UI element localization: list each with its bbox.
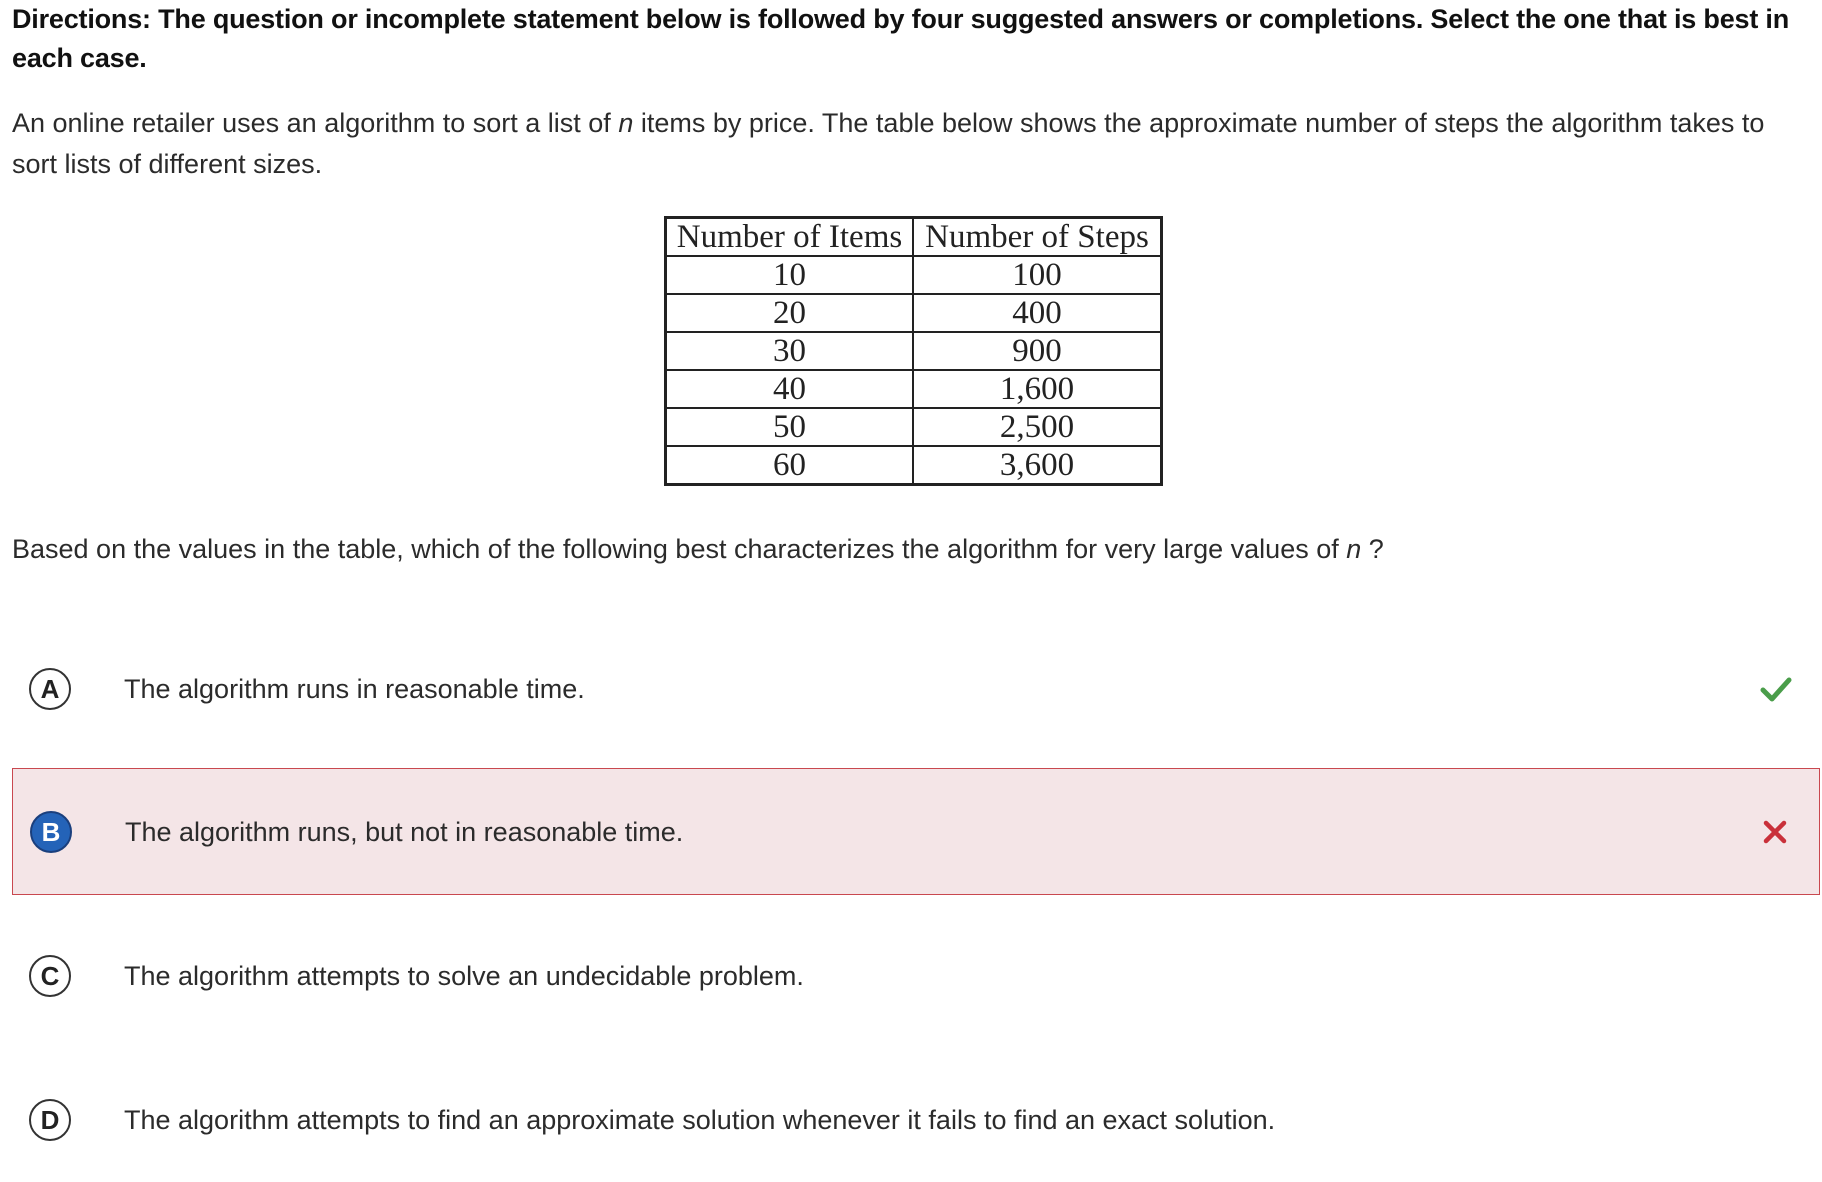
table-cell-items: 60 (666, 446, 914, 485)
table-cell-steps: 3,600 (913, 446, 1162, 485)
table-cell-steps: 2,500 (913, 408, 1162, 446)
stem-before: An online retailer uses an algorithm to sort a list of (12, 108, 619, 138)
checkmark-icon (1758, 671, 1794, 707)
table-cell-items: 50 (666, 408, 914, 446)
question-variable: n (1346, 534, 1362, 564)
table-row (666, 370, 1162, 408)
table-cell-items: 20 (666, 294, 914, 332)
option-letter-a[interactable]: A (29, 668, 71, 710)
table-cell-steps: 1,600 (913, 370, 1162, 408)
question-before: Based on the values in the table, which of the following best characterizes the algorithm for very large values of (12, 534, 1347, 564)
option-text-b[interactable]: The algorithm runs, but not in reasonable time. (125, 816, 684, 847)
table-header-steps: Number of Steps (913, 218, 1162, 257)
table-row (666, 408, 1162, 446)
table-cell-steps: 400 (913, 294, 1162, 332)
question-stem (12, 103, 1812, 185)
option-letter-b[interactable]: B (30, 811, 72, 853)
table-row (666, 256, 1162, 294)
option-text-c[interactable]: The algorithm attempts to solve an undecidable problem. (124, 961, 804, 991)
table-row (666, 332, 1162, 370)
stem-variable: n (618, 108, 634, 138)
directions-text: Directions: The question or incomplete statement below is followed by four suggested answers or completions. Select the one that is best in each case. (12, 4, 1790, 73)
stem-after: items by price. The table below shows the approximate number of steps the algorithm takes to sort lists of different sizes. (12, 108, 1765, 179)
table-cell-items: 30 (666, 332, 914, 370)
table-cell-items: 40 (666, 370, 914, 408)
table-cell-items: 10 (666, 256, 914, 294)
option-text-a[interactable]: The algorithm runs in reasonable time. (124, 674, 585, 704)
steps-table (664, 216, 1163, 486)
table-cell-steps: 900 (913, 332, 1162, 370)
option-text-d[interactable]: The algorithm attempts to find an approximate solution whenever it fails to find an exact solution. (124, 1105, 1276, 1135)
answer-option-a[interactable] (12, 627, 1820, 751)
table-header-row (666, 218, 1162, 257)
table-row (666, 294, 1162, 332)
question-prompt (12, 529, 1812, 569)
table-row (666, 446, 1162, 485)
answer-option-b[interactable] (12, 768, 1820, 895)
table-cell-steps: 100 (913, 256, 1162, 294)
option-letter-c[interactable]: C (29, 955, 71, 997)
option-letter-d[interactable]: D (29, 1099, 71, 1141)
question-after: ? (1361, 534, 1384, 564)
answer-option-d[interactable] (12, 1058, 1820, 1182)
answer-option-c[interactable] (12, 914, 1820, 1038)
x-mark-icon (1757, 814, 1793, 850)
table-header-items: Number of Items (666, 218, 914, 257)
steps-table-container (664, 216, 1163, 486)
